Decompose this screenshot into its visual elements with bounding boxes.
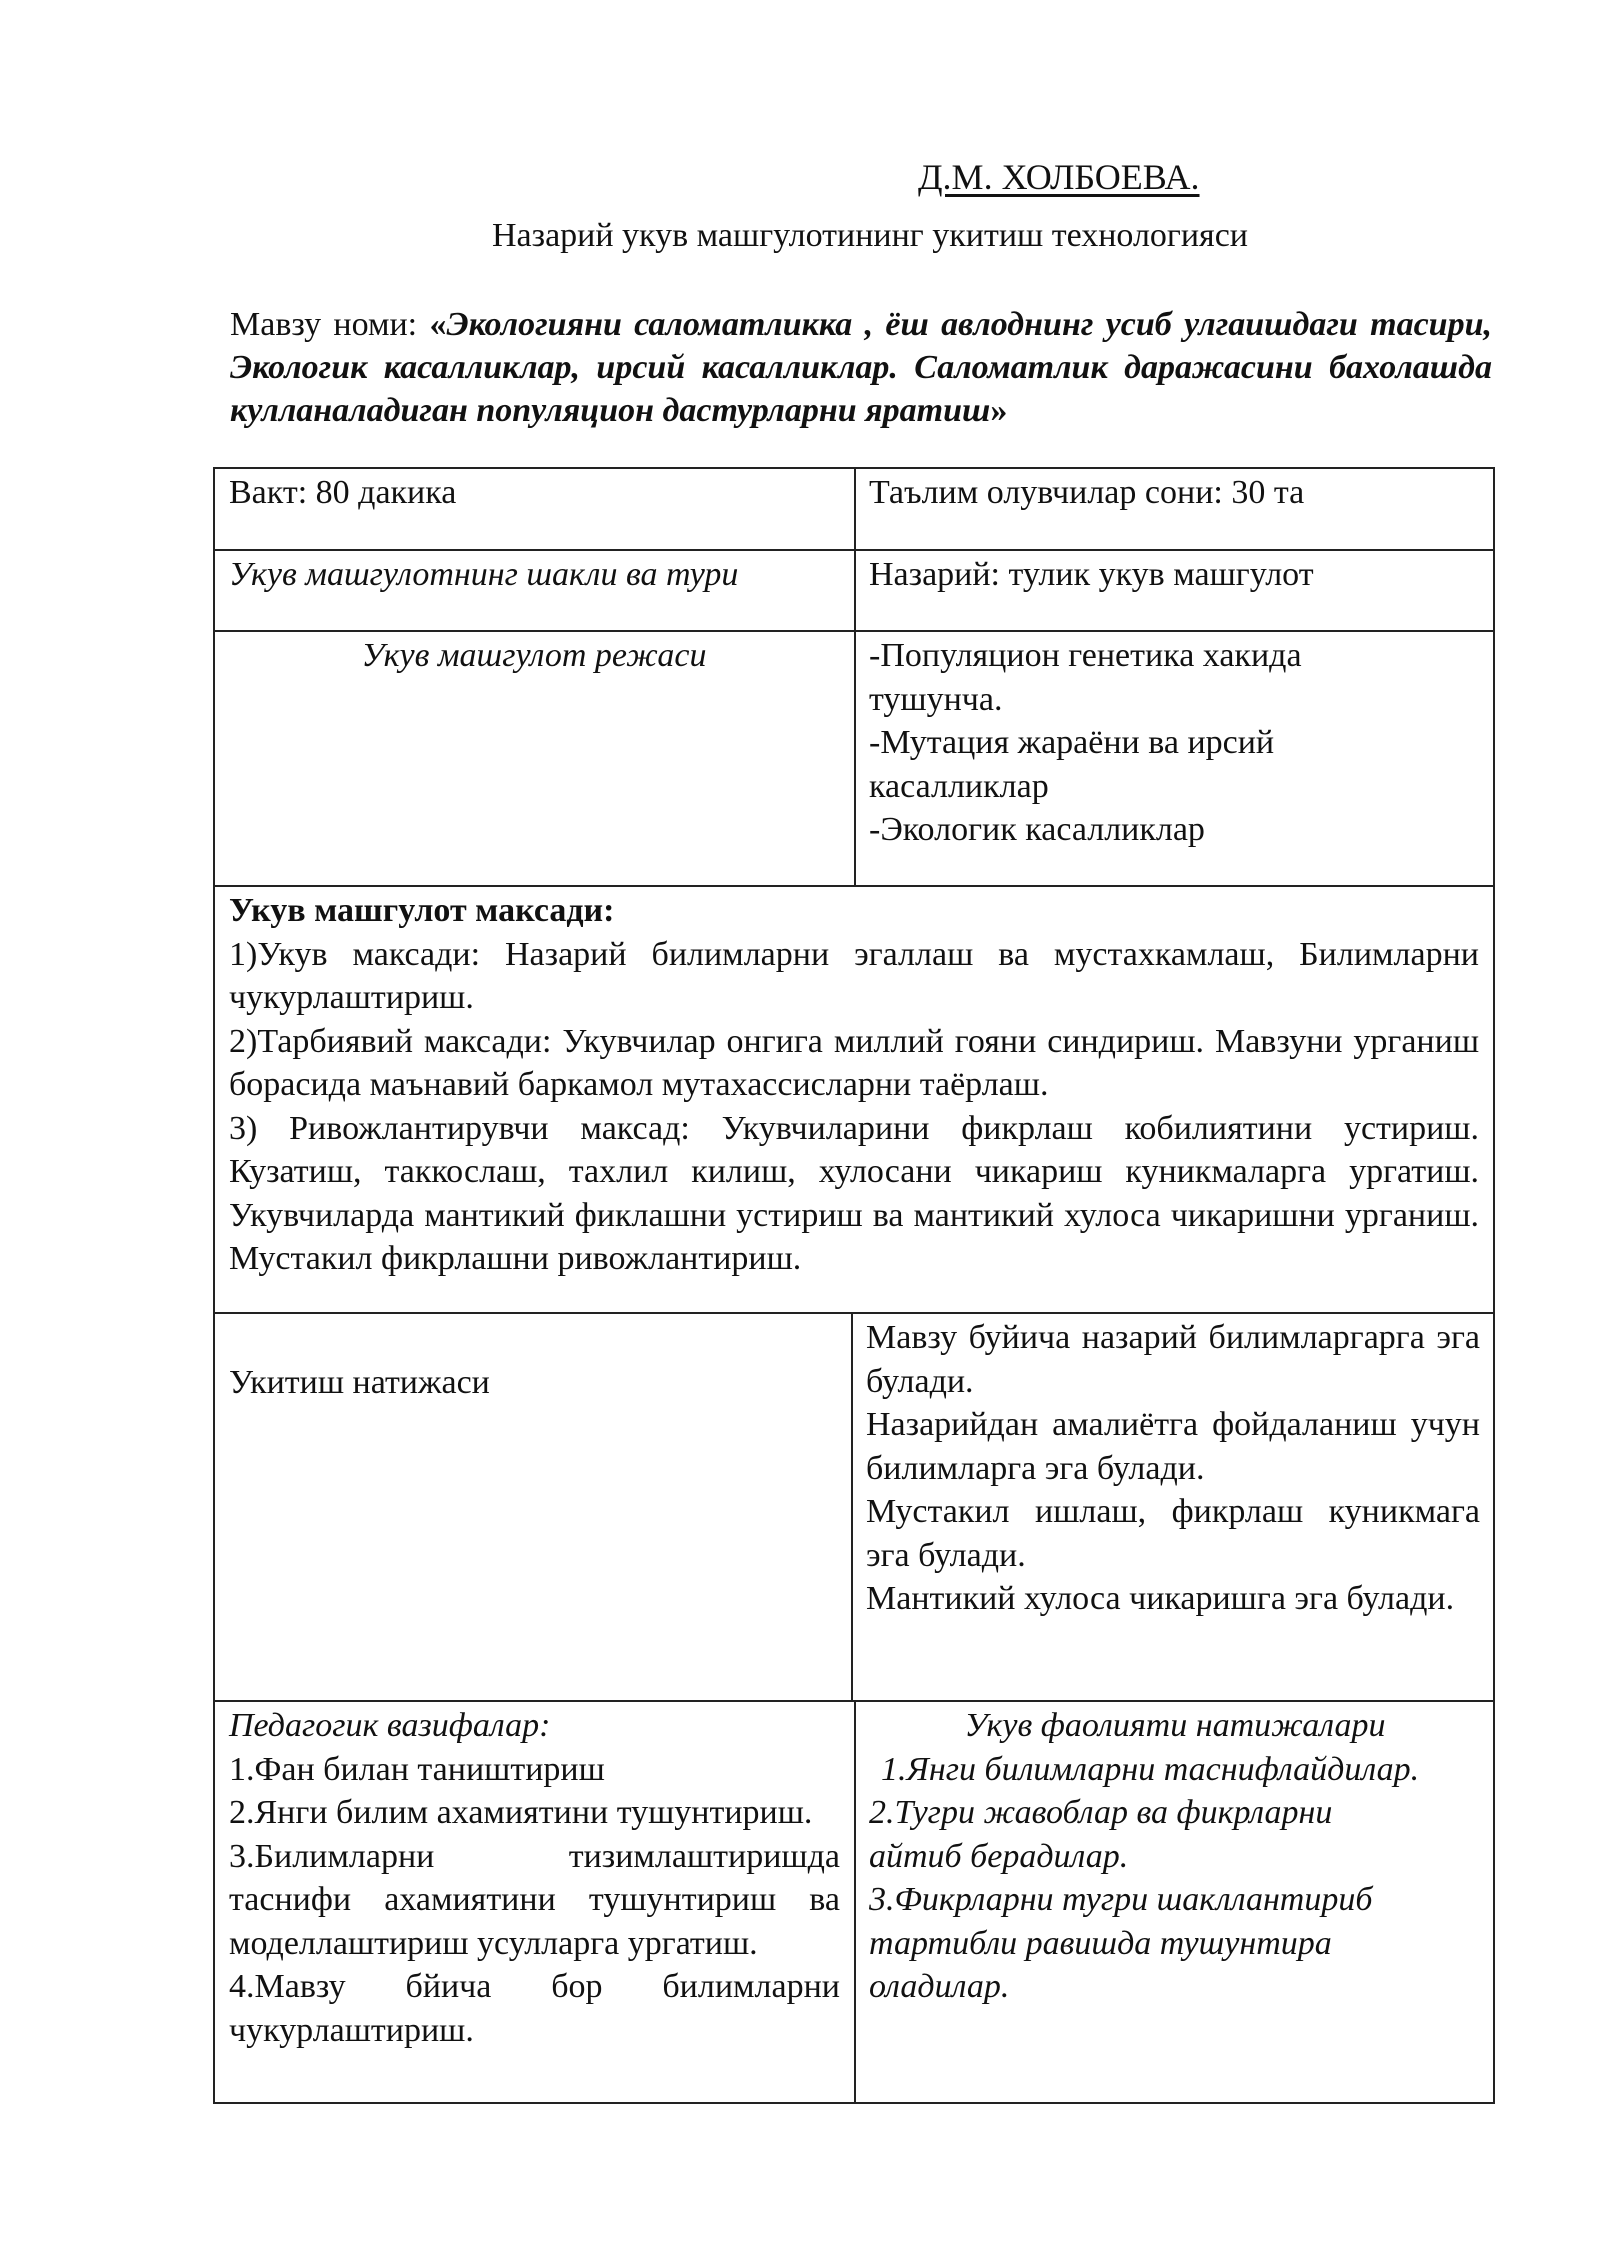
table-rule-1 — [213, 549, 1495, 551]
document-subtitle: Назарий укув машгулотининг укитиш технологияси — [492, 217, 1248, 254]
goals-heading: Укув машгулот максади: — [229, 892, 615, 929]
table-border-right — [1493, 467, 1495, 2104]
table-divider-middle — [851, 1312, 853, 1702]
topic-label: Мавзу номи: — [230, 306, 430, 343]
goal-item: 2)Тарбиявий максади: Укувчилар онгига миллий гояни синдириш. Мавзуни урганиш борасида маънавий баркамол мутахассисларни таёрлаш. — [229, 1022, 1479, 1103]
tasks-heading: Педагогик вазифалар: — [229, 1707, 551, 1744]
activity-item: 2.Тугри жавоблар ва фикрларни айтиб берадилар. — [869, 1794, 1333, 1875]
topic-close-quote: » — [990, 392, 1008, 429]
students-cell: Таълим олувчилар сони: 30 та — [869, 474, 1305, 511]
table-border-bottom — [213, 2102, 1495, 2104]
task-item: 4.Мавзу бйича бор билимларни чукурлаштириш. — [229, 1968, 840, 2049]
result-item: Назарийдан амалиётга фойдаланиш учун билимларга эга булади. — [866, 1406, 1480, 1487]
lesson-form-value: Назарий: тулик укув машгулот — [869, 556, 1314, 593]
result-item: Мантикий хулоса чикаришга эга булади. — [866, 1580, 1455, 1617]
topic-paragraph — [230, 303, 1492, 432]
task-item: 3.Билимларни тизимлаштиришда таснифи ахамиятини тушунтириш ва моделлаштириш усулларга ургатиш. — [229, 1837, 840, 1962]
table-rule-3 — [213, 885, 1495, 887]
results-label: Укитиш натижаси — [229, 1364, 490, 1401]
topic-open-quote: « — [429, 306, 447, 343]
lesson-plan-label: Укув машгулот режаси — [361, 637, 707, 674]
activity-item: 1.Янги билимларни таснифлайдилар. — [881, 1750, 1420, 1788]
goal-item: 1)Укув максади: Назарий билимларни эгаллаш ва мустахкамлаш, Билимларни чукурлаштириш. — [229, 935, 1479, 1016]
lesson-form-label: Укув машгулотнинг шакли ва тури — [229, 556, 739, 593]
results-list — [866, 1316, 1480, 1621]
author-name: Д.М. ХОЛБОЕВА. — [918, 157, 1200, 197]
plan-item: -Популяцион генетика хакида тушунча. — [869, 637, 1302, 718]
table-rule-4 — [213, 1312, 1495, 1314]
learning-activity-results — [869, 1704, 1481, 2009]
table-divider-lower — [854, 1700, 856, 2104]
table-divider-upper — [854, 467, 856, 887]
activity-heading: Укув фаолияти натижалари — [964, 1707, 1386, 1744]
table-border-left — [213, 467, 215, 2104]
goal-item: 3) Ривожлантирувчи максад: Укувчиларини фикрлаш кобилиятини устириш. Кузатиш, таккослаш, тахлил килиш, хулосани чикариш куникмаларга ургатиш. Укувчиларда мантикий фиклашни устириш ва мантикий хулоса чикаришни урганиш. Мустакил фикрлашни ривожлантириш. — [229, 1109, 1479, 1277]
result-item: Мавзу буйича назарий билимларгарга эга булади. — [866, 1319, 1480, 1400]
time-cell: Вакт: 80 дакика — [229, 474, 457, 511]
table-rule-5 — [213, 1700, 1495, 1702]
lesson-plan-list — [869, 634, 1374, 852]
task-item: 1.Фан билан таништириш — [229, 1750, 605, 1788]
plan-item: -Мутация жараёни ва ирсий касалликлар — [869, 724, 1275, 805]
topic-name: Экологияни саломатликка , ёш авлоднинг усиб улгаишдаги тасири, Экологик касалликлар, ирсий касалликлар. Саломатлик даражасини бахолашда кулланаладиган популяцион дастурларни яратиш — [230, 306, 1492, 429]
pedagogical-tasks — [229, 1704, 840, 2052]
lesson-goals — [229, 889, 1479, 1281]
table-rule-2 — [213, 630, 1495, 632]
activity-item: 3.Фикрларни тугри шакллантириб тартибли равишда тушунтира оладилар. — [869, 1881, 1373, 2005]
table-border-top — [213, 467, 1495, 469]
result-item: Мустакил ишлаш, фикрлаш куникмага эга булади. — [866, 1493, 1480, 1574]
task-item: 2.Янги билим ахамиятини тушунтириш. — [229, 1794, 813, 1831]
plan-item: -Экологик касалликлар — [869, 811, 1205, 848]
